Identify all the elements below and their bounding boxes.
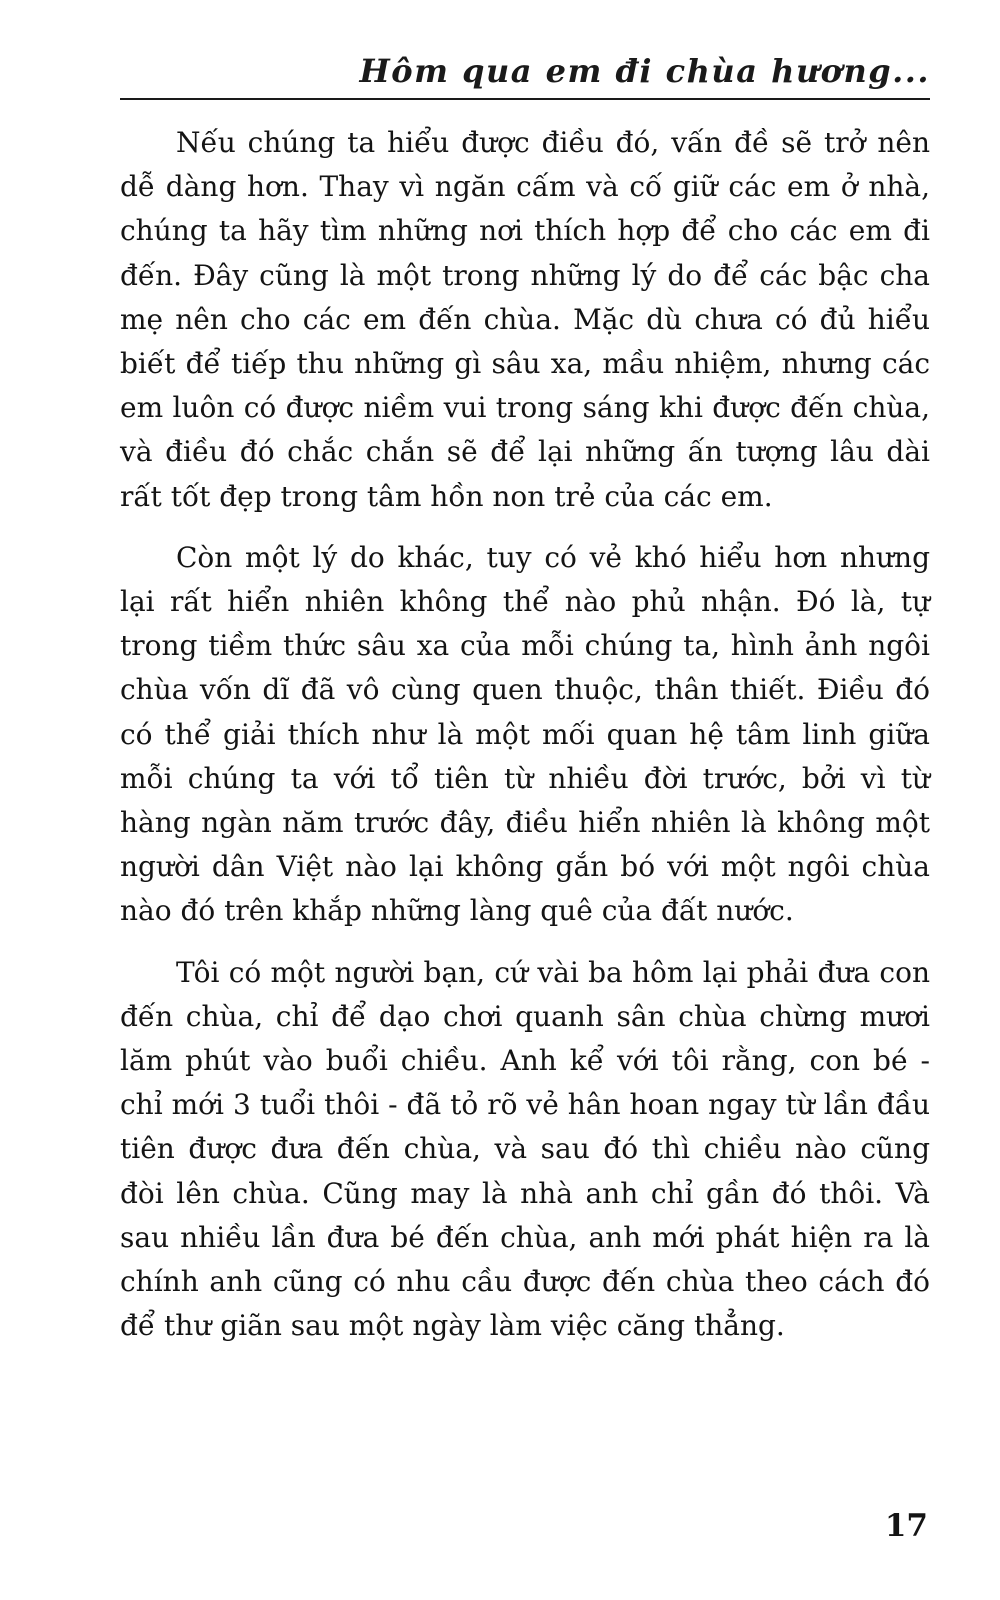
- body-text: [120, 121, 930, 1348]
- running-header: [120, 40, 930, 100]
- paragraph-3: Tôi có một người bạn, cứ vài ba hôm lại phải đưa con đến chùa, chỉ để dạo chơi quanh sân chùa chừng mươi lăm phút vào buổi chiều. Anh kể với tôi rằng, con bé - chỉ mới 3 tuổi thôi - đã tỏ rõ vẻ hân hoan ngay từ lần đầu tiên được đưa đến chùa, và sau đó thì chiều nào cũng đòi lên chùa. Cũng may là nhà anh chỉ gần đó thôi. Và sau nhiều lần đưa bé đến chùa, anh mới phát hiện ra là chính anh cũng có nhu cầu được đến chùa theo cách đó để thư giãn sau một ngày làm việc căng thẳng.: [120, 955, 930, 1343]
- paragraph-1: Nếu chúng ta hiểu được điều đó, vấn đề sẽ trở nên dễ dàng hơn. Thay vì ngăn cấm và cố giữ các em ở nhà, chúng ta hãy tìm những nơi thích hợp để cho các em đi đến. Đây cũng là một trong những lý do để các bậc cha mẹ nên cho các em đến chùa. Mặc dù chưa có đủ hiểu biết để tiếp thu những gì sâu xa, mầu nhiệm, nhưng các em luôn có được niềm vui trong sáng khi được đến chùa, và điều đó chắc chắn sẽ để lại những ấn tượng lâu dài rất tốt đẹp trong tâm hồn non trẻ của các em.: [120, 126, 930, 513]
- paragraph-2: Còn một lý do khác, tuy có vẻ khó hiểu hơn nhưng lại rất hiển nhiên không thể nào phủ nhận. Đó là, tự trong tiềm thức sâu xa của mỗi chúng ta, hình ảnh ngôi chùa vốn dĩ đã vô cùng quen thuộc, thân thiết. Điều đó có thể giải thích như là một mối quan hệ tâm linh giữa mỗi chúng ta với tổ tiên từ nhiều đời trước, bởi vì từ hàng ngàn năm trước đây, điều hiển nhiên là không một người dân Việt nào lại không gắn bó với một ngôi chùa nào đó trên khắp những làng quê của đất nước.: [120, 540, 930, 928]
- page-number: 17: [884, 1508, 928, 1544]
- running-header-title: Hôm qua em đi chùa hương...: [359, 52, 930, 90]
